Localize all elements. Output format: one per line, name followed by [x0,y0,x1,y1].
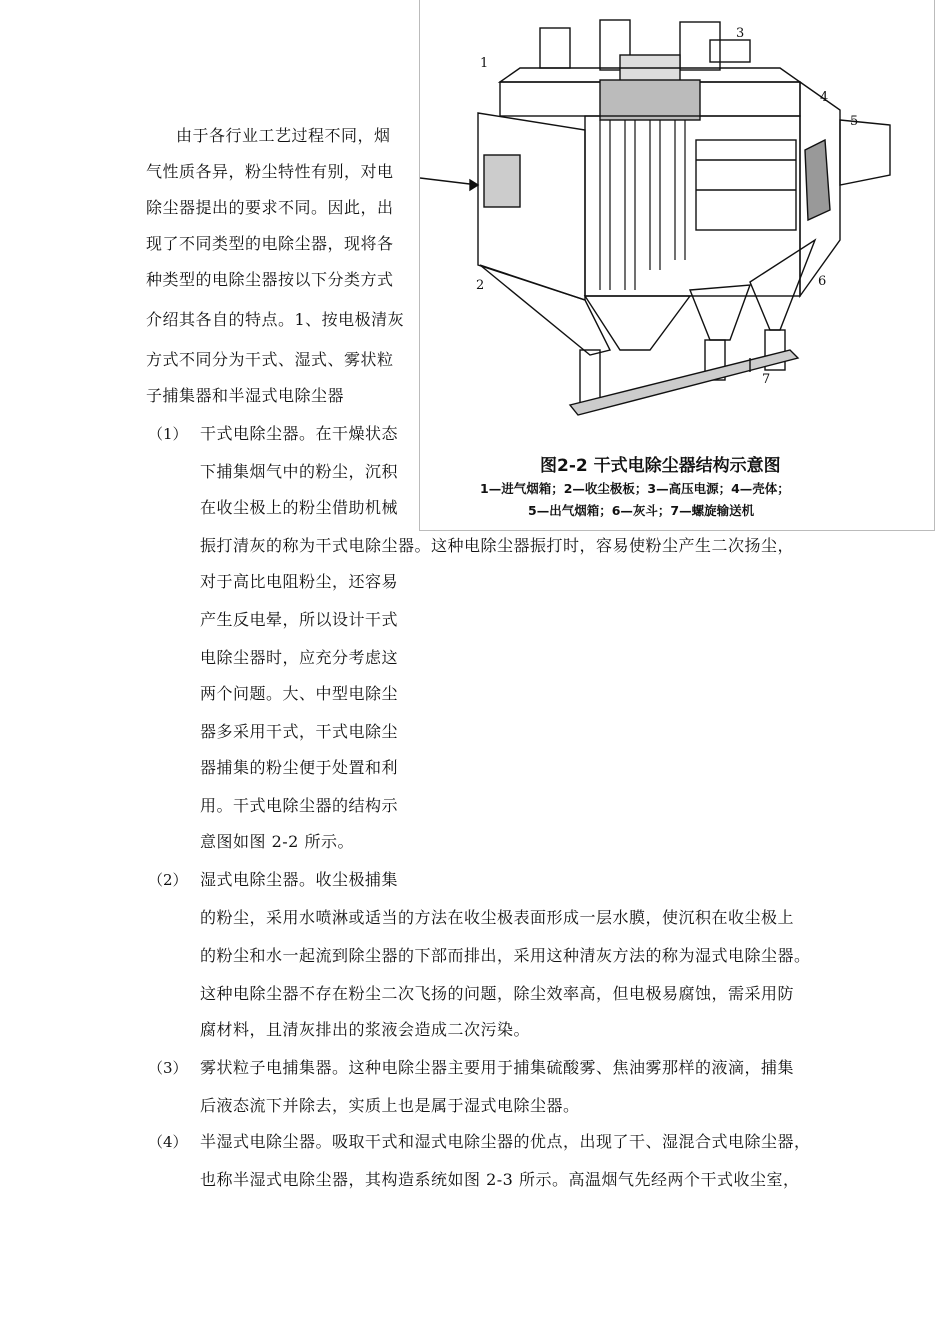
item-line: 两个问题。大、中型电除尘 [200,684,399,703]
intro-line: 种类型的电除尘器按以下分类方式 [146,270,394,289]
figure-title: 图2-2 干式电除尘器结构示意图 [540,456,781,476]
intro-line: 现了不同类型的电除尘器，现将各 [146,234,394,253]
precipitator-diagram [420,0,934,440]
item-line: 振打清灰的称为干式电除尘器。这种电除尘器振打时，容易使粉尘产生二次扬尘， [200,536,795,555]
item-line: 在收尘极上的粉尘借助机械 [200,498,399,517]
item-line: 也称半湿式电除尘器，其构造系统如图 2-3 所示。高温烟气先经两个干式收尘室， [200,1170,800,1189]
callout-2: 2 [476,278,485,293]
intro-line: 方式不同分为干式、湿式、雾状粒 [146,350,394,369]
item-number: （2） [148,871,188,889]
callout-6: 6 [818,274,827,289]
item-line: 腐材料，且清灰排出的浆液会造成二次污染。 [200,1020,531,1039]
intro-line: 介绍其各自的特点。1、按电极清灰 [146,310,405,329]
callout-5: 5 [850,114,859,129]
intro-line: 由于各行业工艺过程不同，烟 [176,126,391,145]
item-line: 器捕集的粉尘便于处置和利 [200,758,399,777]
item-line: 产生反电晕，所以设计干式 [200,610,399,629]
callout-4: 4 [820,90,829,105]
intro-line: 气性质各异，粉尘特性有别，对电 [146,162,394,181]
item-line: 的粉尘和水一起流到除尘器的下部而排出，采用这种清灰方法的称为湿式电除尘器。 [200,946,811,965]
intro-line: 除尘器提出的要求不同。因此，出 [146,198,394,217]
item-line: 的粉尘，采用水喷淋或适当的方法在收尘极表面形成一层水膜，使沉积在收尘极上 [200,908,795,927]
intro-line: 子捕集器和半湿式电除尘器 [146,386,345,405]
figure-legend-line: 1—进气烟箱；2—收尘极板；3—高压电源；4—壳体； [480,481,790,496]
callout-7: 7 [762,372,771,387]
item-line: 雾状粒子电捕集器。这种电除尘器主要用于捕集硫酸雾、焦油雾那样的液滴，捕集 [200,1058,795,1077]
item-number: （4） [148,1133,188,1151]
item-line: 意图如图 2-2 所示。 [200,832,354,851]
item-line: 器多采用干式，干式电除尘 [200,722,399,741]
item-line: 下捕集烟气中的粉尘，沉积 [200,462,399,481]
item-line: 半湿式电除尘器。吸取干式和湿式电除尘器的优点，出现了干、湿混合式电除尘器， [200,1132,811,1151]
callout-3: 3 [736,26,745,41]
figure-legend-line: 5—出气烟箱；6—灰斗；7—螺旋输送机 [528,503,755,518]
item-line: 对于高比电阻粉尘，还容易 [200,572,399,591]
item-line: 电除尘器时，应充分考虑这 [200,648,399,667]
item-number: （3） [148,1059,188,1077]
item-line: 用。干式电除尘器的结构示 [200,796,399,815]
item-line: 湿式电除尘器。收尘极捕集 [200,870,399,889]
callout-1: 1 [480,56,489,71]
figure-2-2 [419,0,935,531]
item-line: 干式电除尘器。在干燥状态 [200,424,399,443]
item-number: （1） [148,425,188,443]
item-line: 这种电除尘器不存在粉尘二次飞扬的问题，除尘效率高，但电极易腐蚀，需采用防 [200,984,795,1003]
item-line: 后液态流下并除去，实质上也是属于湿式电除尘器。 [200,1096,580,1115]
